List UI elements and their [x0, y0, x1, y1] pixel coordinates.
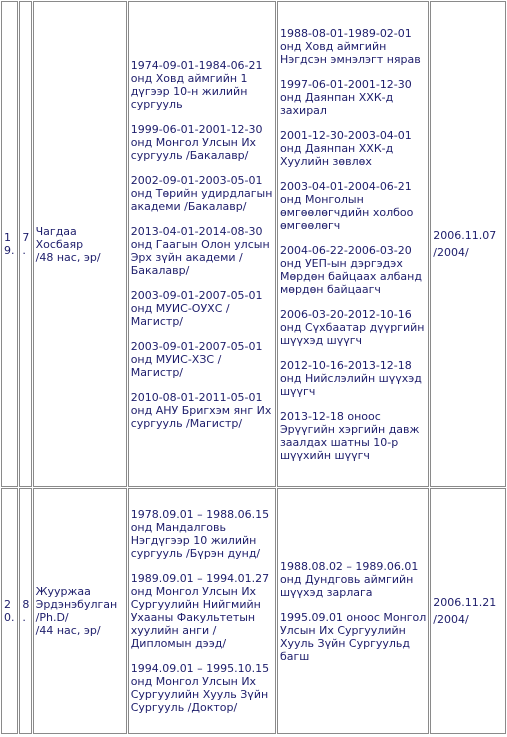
- work-entry: 2001-12-30-2003-04-01 онд Даянпан ХХК-д Хуулийн зөвлөх: [279, 128, 412, 168]
- person-cell: [33, 488, 127, 734]
- row-sub-number: 7.: [19, 1, 31, 487]
- person-cell: [33, 1, 127, 487]
- work-entry: 1995.09.01 оноос Монгол Улсын Их Сургуулийн Хууль Зүйн Сургуульд багш: [279, 610, 427, 663]
- education-entry: 2003-09-01-2007-05-01 онд МУИС-ХЗС /Магистр/: [130, 339, 263, 379]
- row-number: 19.: [1, 1, 18, 487]
- person-age: /44 нас, эр/: [35, 624, 101, 637]
- decree-number: /2004/: [433, 613, 469, 626]
- work-entry: 2006-03-20-2012-10-16 онд Сүхбаатар дүүргийн шүүхэд шүүгч: [279, 307, 425, 347]
- table-row: [1, 1, 506, 487]
- appointment-date: 2006.11.21: [433, 596, 497, 609]
- work-entry: 2004-06-22-2006-03-20 онд УЕП-ын дэргэдэх Мөрдөн байцаах албанд мөрдөн байцаагч: [279, 243, 422, 296]
- work-cell: [277, 488, 429, 734]
- work-entry: 1988-08-01-1989-02-01 онд Ховд аймгийн Нэгдсэн эмнэлэгт нярав: [279, 26, 421, 66]
- appointment-cell: [430, 1, 506, 487]
- education-cell: [128, 1, 276, 487]
- person-age: /48 нас, эр/: [35, 250, 101, 264]
- education-entry: 1974-09-01-1984-06-21 онд Ховд аймгийн 1 дүгээр 10-н жилийн сургууль: [130, 58, 263, 111]
- education-entry: 2002-09-01-2003-05-01 онд Төрийн удирдлагын академи /Бакалавр/: [130, 173, 273, 213]
- work-entry: 2013-12-18 оноос Эрүүгийн хэргийн давж заалдах шатны 10-р шүүхийн шүүгч: [279, 409, 420, 462]
- education-entry: 2013-04-01-2014-08-30 онд Гаагын Олон улсын Эрх зүйн академи /Бакалавр/: [130, 224, 270, 277]
- work-entry: 1988.08.02 – 1989.06.01 онд Дундговь аймгийн шүүхэд зарлага: [279, 559, 419, 599]
- decree-number: /2004/: [433, 246, 469, 259]
- work-entry: 1997-06-01-2001-12-30 онд Даянпан ХХК-д захирал: [279, 77, 412, 117]
- education-entry: 1999-06-01-2001-12-30 онд Монгол Улсын Их сургууль /Бакалавр/: [130, 122, 263, 162]
- education-entry: 1994.09.01 – 1995.10.15 онд Монгол Улсын Их Сургуулийн Хууль Зүйн Сургууль /Доктор/: [130, 662, 270, 714]
- education-entry: 1978.09.01 – 1988.06.15 онд Мандалговь Нэгдүгээр 10 жилийн сургууль /Бүрэн дунд/: [130, 508, 270, 560]
- row-sub-number: 8.: [19, 488, 31, 734]
- row-number: 20.: [1, 488, 18, 734]
- education-cell: [128, 488, 276, 734]
- person-name: Чагдаа Хосбаяр: [35, 224, 84, 251]
- work-cell: [277, 1, 429, 487]
- appointment-date: 2006.11.07: [433, 229, 497, 242]
- table-row: [1, 488, 506, 734]
- appointment-cell: [430, 488, 506, 734]
- person-name: Жууржаа Эрдэнэбулган /Ph.D/: [35, 585, 118, 624]
- work-entry: 2012-10-16-2013-12-18 онд Нийслэлийн шүүхэд шүүгч: [279, 358, 422, 398]
- education-entry: 1989.09.01 – 1994.01.27 онд Монгол Улсын Их Сургуулийн Нийгмийн Ухааны Факультетын хуулийн анги /Дипломын дээд/: [130, 572, 270, 650]
- education-entry: 2003-09-01-2007-05-01 онд МУИС-ОУХС /Магистр/: [130, 288, 263, 328]
- education-entry: 2010-08-01-2011-05-01 онд АНУ Бригхэм янг Их сургууль /Магистр/: [130, 390, 272, 430]
- work-entry: 2003-04-01-2004-06-21 онд Монголын өмгөөлөгчдийн холбоо өмгөөлөгч: [279, 179, 414, 232]
